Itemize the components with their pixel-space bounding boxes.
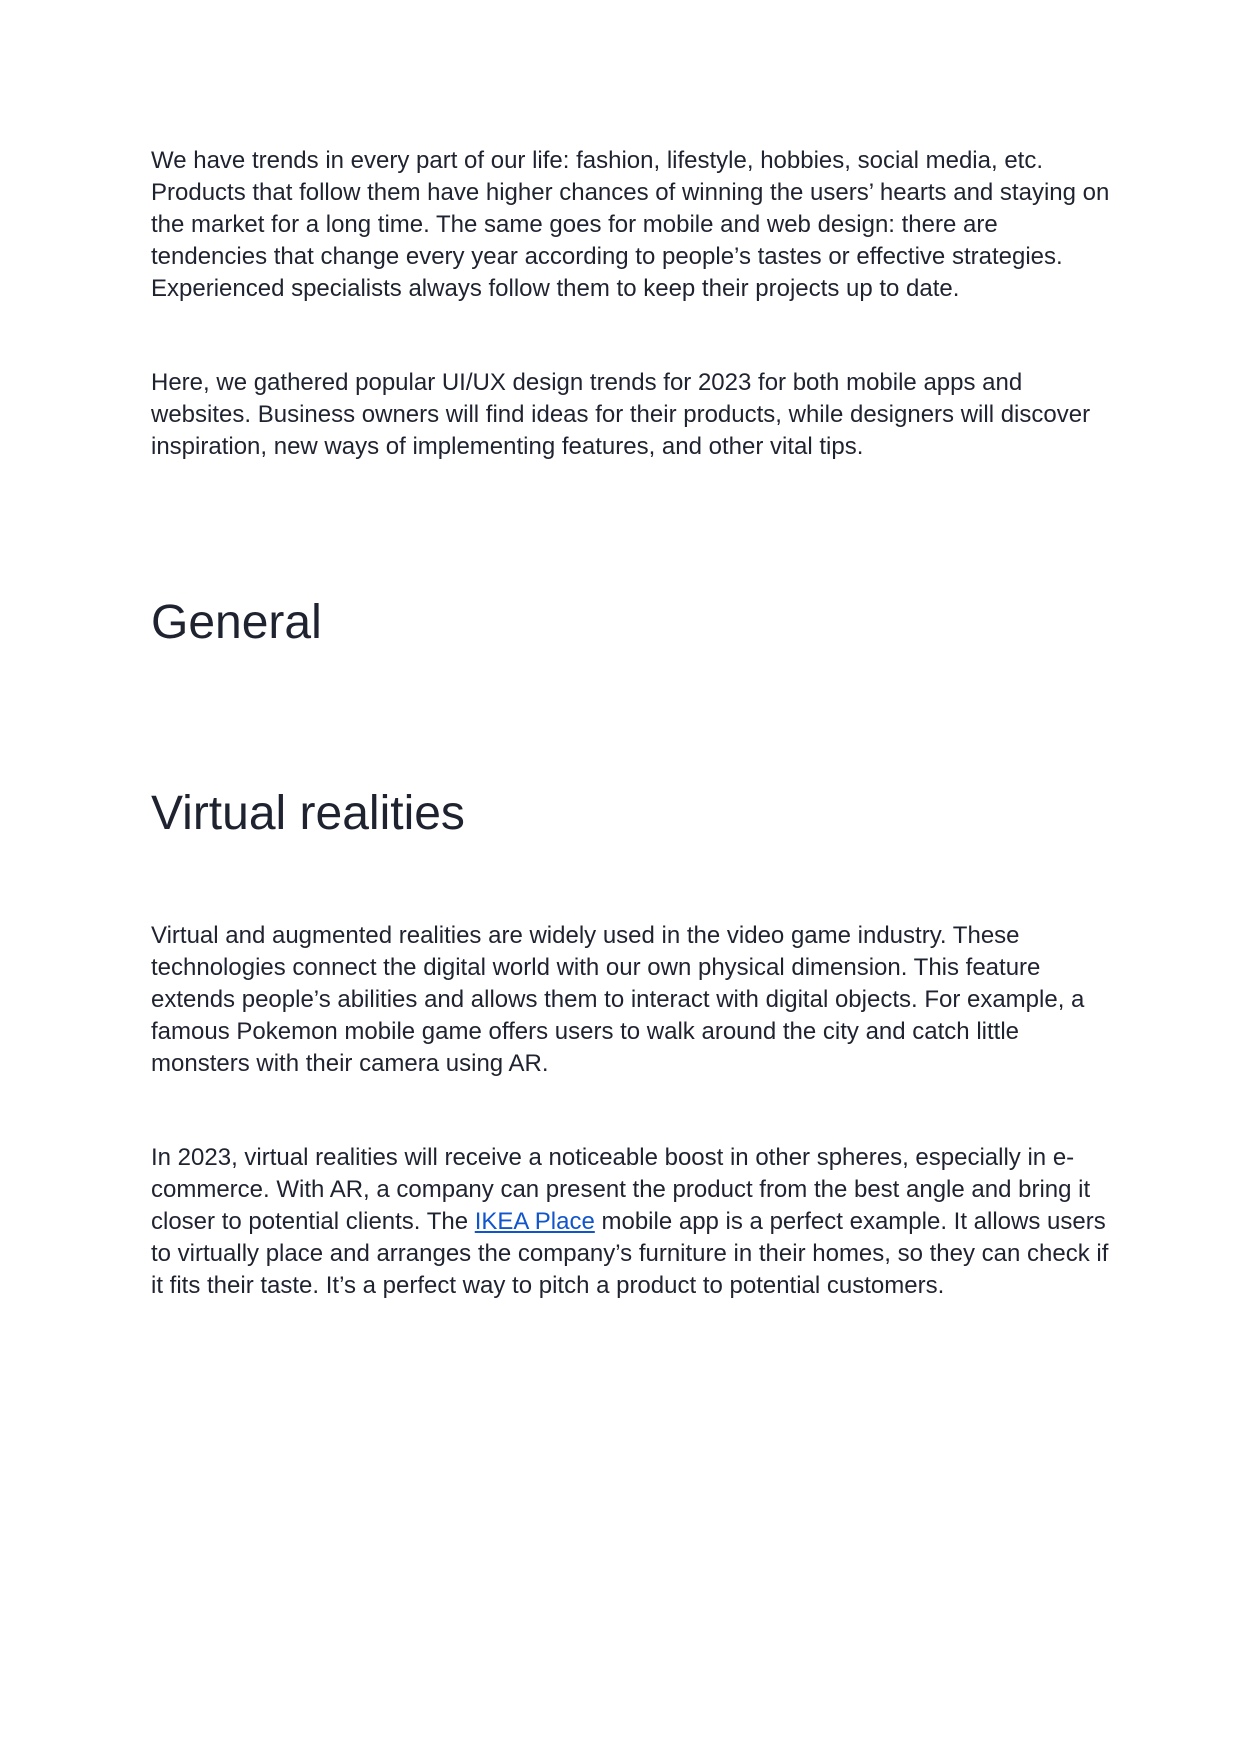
document-body: [151, 145, 1111, 1302]
virtual-paragraph-1: Virtual and augmented realities are widely used in the video game industry. These technologies connect the digital world with our own physical dimension. This feature extends people’s abilities and allows them to interact with digital objects. For example, a famous Pokemon mobile game offers users to walk around the city and catch little monsters with their camera using AR.: [151, 922, 1085, 1077]
heading-general: General: [151, 596, 322, 649]
intro-paragraph-2: Here, we gathered popular UI/UX design trends for 2023 for both mobile apps and websites. Business owners will find ideas for their products, while designers will discover inspiration, new ways of implementing features, and other vital tips.: [151, 369, 1091, 460]
virtual-paragraph-2: [151, 1142, 1111, 1302]
ikea-place-link[interactable]: IKEA Place: [474, 1208, 595, 1235]
heading-virtual-realities: Virtual realities: [151, 787, 465, 840]
intro-paragraph-1: We have trends in every part of our life: fashion, lifestyle, hobbies, social media, etc. Products that follow them have higher chances of winning the users’ hearts and staying on the market for a long time. The same goes for mobile and web design: there are tendencies that change every year according to people’s tastes or effective strategies. Experienced specialists always follow them to keep their projects up to date.: [151, 147, 1110, 302]
virtual-paragraph-2-text-after: mobile app is a perfect example. It allows users to virtually place and arranges the company’s furniture in their homes, so they can check if it fits their taste. It’s a perfect way to pitch a product to potential customers.: [151, 1208, 1109, 1299]
virtual-paragraph-2-text-before: In 2023, virtual realities will receive a noticeable boost in other spheres, especially in e-commerce. With AR, a company can present the product from the best angle and bring it closer to potential clients. The: [151, 1144, 1091, 1235]
